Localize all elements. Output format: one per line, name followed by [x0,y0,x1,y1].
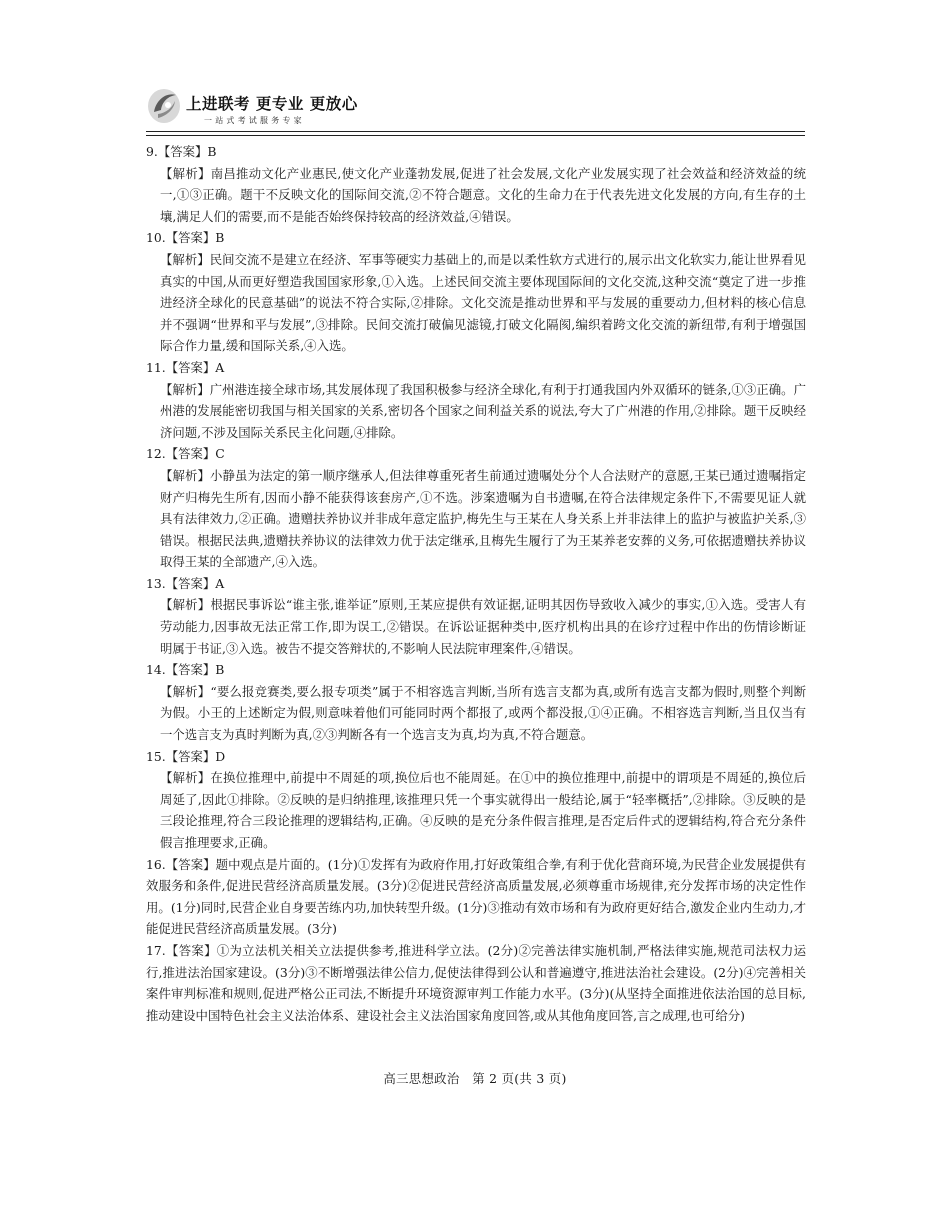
page-footer: 高三思想政治 第 2 页(共 3 页) [383,1071,567,1086]
slogan: 上进联考 更专业 更放心 [186,95,358,113]
answer-13: 13.【答案】A [146,575,225,591]
page-header [146,86,806,132]
explanation-12: 【解析】小静虽为法定的第一顺序继承人,但法律尊重死者生前通过遗嘱处分个人合法财产的意愿,王某已通过遗嘱指定财产归梅先生所有,因而小静不能获得该套房产,①不选。涉案遗嘱为自书遗嘱,在符合法律规定条件下,不需要见证人就具有法律效力,②正确。遗赠扶养协议并非成年意定监护,梅先生与王某在人身关系上并非法律上的监护与被监护关系,③错误。根据民法典,遗赠扶养协议的法律效力优于法定继承,且梅先生履行了为王某养老安葬的义务,可依据遗赠扶养协议取得王某的全部遗产,④入选。 [160,467,806,570]
subtitle: 一站式考试服务专家 [204,116,305,125]
explanation-15: 【解析】在换位推理中,前提中不周延的项,换位后也不能周延。在①中的换位推理中,前提中的谓项是不周延的,换位后周延了,因此①排除。②反映的是归纳推理,该推理只凭一个事实就得出一般结论,属于“轻率概括”,②排除。③反映的是三段论推理,符合三段论推理的逻辑结构,正确。④反映的是充分条件假言推理,是否定后件式的逻辑结构,符合充分条件假言推理要求,正确。 [160,770,806,850]
header-rule-thin [146,135,805,136]
explanation-9: 【解析】南昌推动文化产业惠民,使文化产业蓬勃发展,促进了社会发展,文化产业发展实现了社会效益和经济效益的统一,①③正确。题干不反映文化的国际间交流,②不符合题意。文化的生命力在于代表先进文化发展的方向,有生存的土壤,满足人们的需要,而不是能否始终保持较高的经济效益,④错误。 [160,165,806,224]
answer-15: 15.【答案】D [146,748,226,764]
answer-16: 16.【答案】题中观点是片面的。(1分)①发挥有为政府作用,打好政策组合拳,有利于优化营商环境,为民营企业发展提供有效服务和条件,促进民营经济高质量发展。(3分)②促进民营经济高质量发展,必须尊重市场规律,充分发挥市场的决定性作用。(1分)同时,民营企业自身要苦练内功,加快转型升级。(1分)③推动有效市场和有为政府更好结合,激发企业内生动力,才能促进民营经济高质量发展。(3分) [146,856,806,937]
answer-12: 12.【答案】C [146,446,225,462]
answer-content [146,141,806,1026]
header-rule [146,131,805,132]
explanation-13: 【解析】根据民事诉讼“谁主张,谁举证”原则,王某应提供有效证据,证明其因伤导致收入减少的事实,①入选。受害人有劳动能力,因事故无法正常工作,即为误工,②错误。在诉讼证据种类中,医疗机构出具的在诊疗过程中作出的伤情诊断证明属于书证,③入选。被告不提交答辩状的,不影响人民法院审理案件,④错误。 [160,597,806,656]
answer-10: 10.【答案】B [146,230,225,246]
logo-icon [146,86,182,126]
explanation-11: 【解析】广州港连接全球市场,其发展体现了我国积极参与经济全球化,有利于打通我国内外双循环的链条,①③正确。广州港的发展能密切我国与相关国家的关系,密切各个国家之间利益关系的说法,夸大了广州港的作用,②排除。题干反映经济问题,不涉及国际关系民主化问题,④排除。 [160,381,806,440]
answer-11: 11.【答案】A [146,359,225,375]
answer-14: 14.【答案】B [146,662,225,678]
answer-9: 9.【答案】B [146,144,217,159]
explanation-14: 【解析】“要么报竞赛类,要么报专项类”属于不相容选言判断,当所有选言支都为真,或所有选言支都为假时,则整个判断为假。小王的上述断定为假,则意味着他们可能同时两个都报了,或两个都没报,①④正确。不相容选言判断,当且仅当有一个选言支为真时判断为真,②③判断各有一个选言支为真,均为真,不符合题意。 [160,683,806,743]
answer-17: 17.【答案】①为立法机关相关立法提供参考,推进科学立法。(2分)②完善法律实施机制,严格法律实施,规范司法权力运行,推进法治国家建设。(3分)③不断增强法律公信力,促使法律得到公认和普遍遵守,推进法治社会建设。(2分)④完善相关案件审判标准和规则,促进严格公正司法,不断提升环境资源审判工作能力水平。(3分)(从坚持全面推进依法治国的总目标,推动建设中国特色社会主义法治体系、建设社会主义法治国家角度回答,或从其他角度回答,言之成理,也可给分) [146,942,806,1023]
explanation-10: 【解析】民间交流不是建立在经济、军事等硬实力基础上的,而是以柔性软方式进行的,展示出文化软实力,能让世界看见真实的中国,从而更好塑造我国国家形象,①入选。上述民间交流主要体现国际间的文化交流,这种交流“奠定了进一步推进经济全球化的民意基础”的说法不符合实际,②排除。文化交流是推动世界和平与发展的重要动力,但材料的核心信息并不强调“世界和平与发展”,③排除。民间交流打破偏见滤镜,打破文化隔阂,编织着跨文化交流的新纽带,有利于增强国际合作力量,缓和国际关系,④入选。 [160,251,806,354]
